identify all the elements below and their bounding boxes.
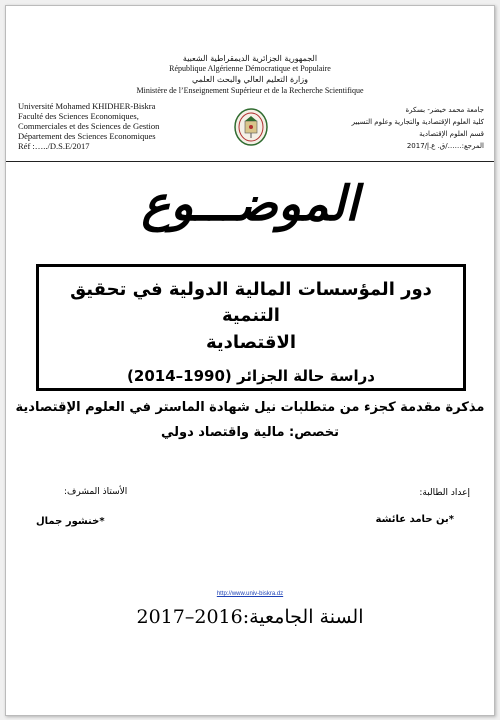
faculty-name-fr-cont: Commerciales et des Sciences de Gestion [18,121,160,131]
header-fr-republic: République Algérienne Démocratique et Populaire [169,64,331,73]
supervisor-label: الأستاذ المشرف: [64,487,128,497]
university-logo [234,108,268,146]
academic-year: السنة الجامعية:2016–2017 [136,606,364,628]
faculty-name-ar: كلية العلوم الإقتصادية والتجارية وعلوم التسيير [351,118,484,126]
reference-ar: المرجع:……/ق. ع.إ/2017 [406,142,484,150]
header-ar-republic: الجمهورية الجزائرية الديمقراطية الشعبية [182,54,318,63]
department-name-ar: قسم العلوم الإقتصادية [419,130,484,138]
document-page [5,5,495,716]
department-name-fr: Département des Sciences Economiques [18,131,156,141]
university-name-fr: Université Mohamed KHIDHER-Biskra [18,101,156,111]
student-name: *بن حامد عائشة [375,514,454,525]
thesis-title-line1: دور المؤسسات المالية الدولية في تحقيق التنمية [70,279,432,326]
specialty: تخصص: مالية واقتصاد دولي [160,425,340,440]
reference-fr: Réf :…../D.S.E/2017 [18,141,90,151]
faculty-name-fr: Faculté des Sciences Economiques, [18,111,139,121]
page-title: الموضـــوع [141,176,359,232]
institution-ar-block [334,104,484,152]
thesis-title-line2: الاقتصادية [205,332,297,353]
thesis-title-box [36,264,466,391]
institution-fr-block [18,101,218,151]
header-divider [6,161,494,162]
university-name-ar: جامعة محمد خيضر- بسكرة [405,106,484,114]
university-website-link[interactable]: http://www.univ-biskra.dz [216,591,284,597]
header-ar-ministry: وزارة التعليم العالي والبحث العلمي [192,75,308,84]
student-label: إعداد الطالبة: [419,488,470,498]
header-fr-ministry: Ministère de l’Enseignement Supérieur et de la Recherche Scientifique [136,86,364,95]
memo-statement: مذكرة مقدمة كجزء من متطلبات نيل شهادة الماستر في العلوم الإقتصادية [15,400,485,415]
supervisor-name: *خنشور جمال [36,516,105,527]
thesis-case-study: دراسة حالة الجزائر (1990–2014) [127,367,375,385]
